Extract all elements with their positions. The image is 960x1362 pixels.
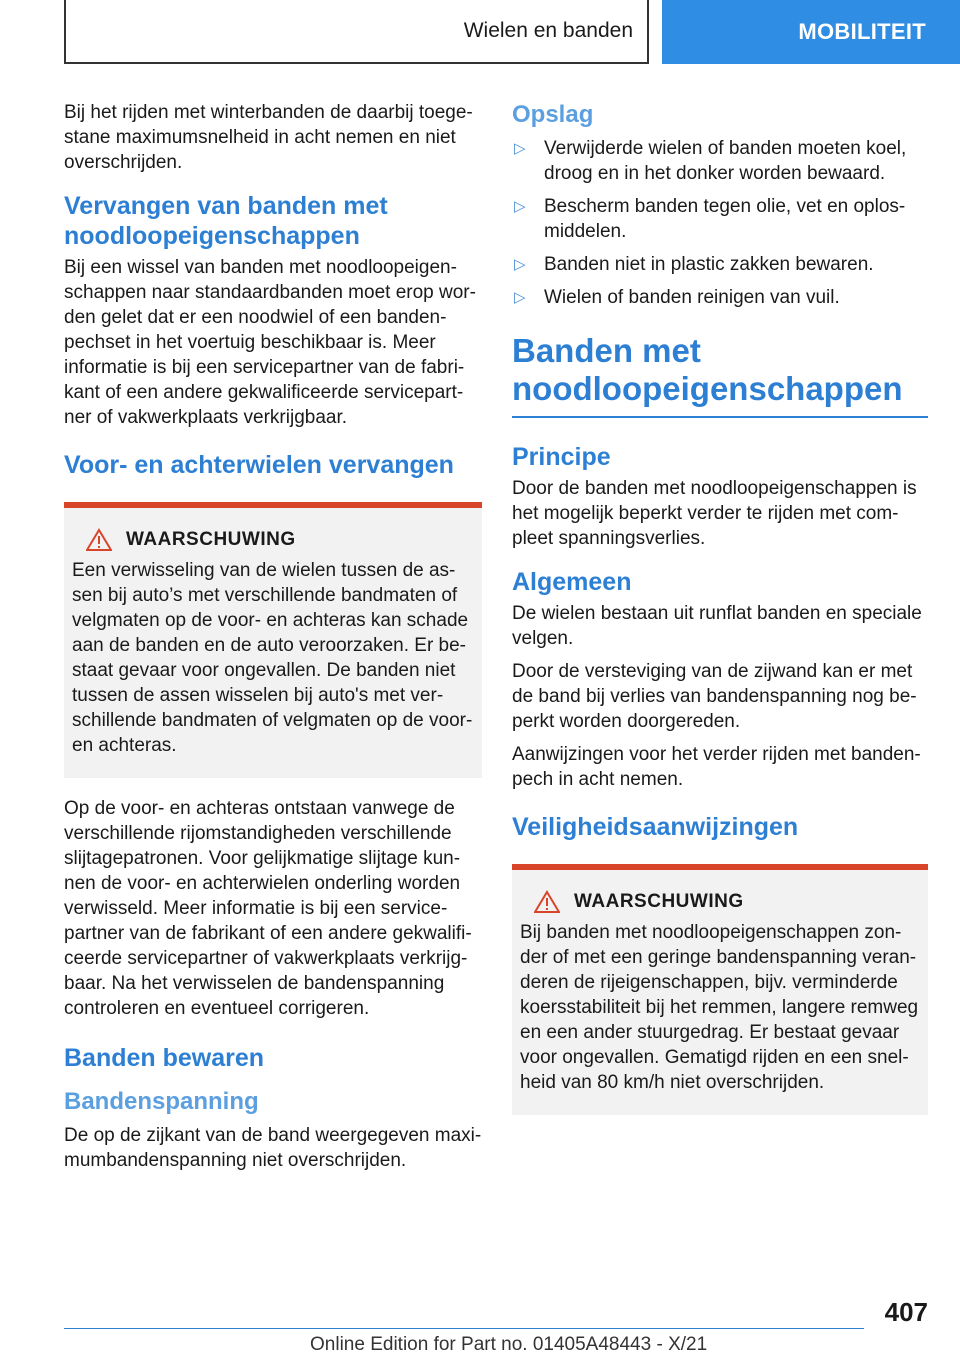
warning-triangle-icon (86, 528, 112, 552)
warning-header (520, 890, 920, 914)
paragraph-general-2: Door de versteviging van de zijwand kan er met de band bij verlies van bandenspanning nog be-perkt worden doorgereden. (512, 661, 917, 732)
heading-runflat-swap: Vervangen van banden met noodloopeigenschappen (64, 192, 388, 250)
heading-store-tires: Banden bewaren (64, 1044, 265, 1072)
triangle-bullet-icon: ▷ (514, 256, 526, 273)
warning-triangle-icon (534, 890, 560, 914)
paragraph-pressure: De op de zijkant van de band weergegeven maxi-mumbandenspanning niet overschrijden. (64, 1125, 482, 1171)
chapter-title: MOBILITEIT (798, 19, 926, 44)
footer-divider (64, 1328, 864, 1329)
edition-note: Online Edition for Part no. 01405A48443 - X/21 (310, 1334, 708, 1355)
paragraph-general-1: De wielen bestaan uit runflat banden en speciale velgen. (512, 603, 922, 649)
paragraph-principle: Door de banden met noodloopeigenschappen is het mogelijk beperkt verder te rijden met com-pleet spanningsverlies. (512, 478, 917, 549)
list-item: ▷ Wielen of banden reinigen van vuil. (514, 287, 840, 308)
list-item: ▷ Banden niet in plastic zakken bewaren. (514, 254, 874, 275)
list-item: ▷ Verwijderde wielen of banden moeten koel, droog en in het donker worden bewaard. (514, 138, 907, 184)
list-item: ▷ Bescherm banden tegen olie, vet en oplos-middelen. (514, 196, 906, 242)
intro-paragraph: Bij het rijden met winterbanden de daarbij toege-stane maximumsnelheid in acht nemen en niet overschrijden. (64, 102, 473, 173)
storage-list (512, 136, 928, 310)
right-column (512, 100, 928, 1133)
section-header (64, 0, 649, 64)
left-column (64, 100, 482, 1181)
warning-header (72, 528, 474, 552)
heading-runflat-tires: Banden met noodloopeigenschappen (512, 332, 928, 418)
heading-principle: Principe (512, 443, 611, 471)
paragraph-general-3: Aanwijzingen voor het verder rijden met banden-pech in acht nemen. (512, 744, 921, 790)
paragraph-rotate: Op de voor- en achteras ontstaan vanwege de verschillende rijomstandigheden verschillende slijtagepatronen. Voor gelijkmatige slijtage kun-nen de voor- en achterwielen onderling worden verwisseld. Meer informatie is bij een service-partner van de fabrikant of een andere gekwalifi-ceerde servicepartner of vakwerkplaats verkrijg-baar. Na het verwisselen de bandenspanning controleren en eventueel corrigeren. (64, 798, 472, 1019)
chapter-tab (662, 0, 960, 64)
triangle-bullet-icon: ▷ (514, 140, 526, 157)
warning-title: WAARSCHUWING (126, 529, 296, 550)
triangle-bullet-icon: ▷ (514, 289, 526, 306)
warning-title: WAARSCHUWING (574, 891, 744, 912)
warning-text: Een verwisseling van de wielen tussen de as-sen bij auto’s met verschillende bandmaten of velgmaten op de voor- en achteras kan schade aan de banden en de auto veroorzaken. Er be-staat gevaar voor ongevallen. De banden niet tussen de assen wisselen bij auto's met ver-schillende bandmaten of velgmaten op de voor- en achteras. (72, 560, 473, 756)
warning-text: Bij banden met noodloopeigenschappen zon-der of met een geringe bandenspanning veran-deren de rijeigenschappen, bijv. verminderde koersstabiliteit bij het remmen, langere remweg en een ander stuurgedrag. Er bestaat gevaar voor ongevallen. Gematigd rijden en een snel-heid van 80 km/h niet overschrijden. (520, 922, 919, 1093)
heading-tire-pressure: Bandenspanning (64, 1088, 259, 1115)
heading-general: Algemeen (512, 568, 632, 596)
triangle-bullet-icon: ▷ (514, 198, 526, 215)
heading-safety: Veiligheidsaanwijzingen (512, 813, 799, 841)
paragraph-runflat-swap: Bij een wissel van banden met noodloopeigen-schappen naar standaardbanden moet erop wor-den gelet dat er een noodwiel of een banden-pechset in het voertuig beschikbaar is. Meer informatie is bij een servicepartner van de fabri-kant of een andere gekwalificeerde servicepart-ner of vakwerkplaats verkrijgbaar. (64, 257, 476, 428)
heading-rotate-wheels: Voor- en achterwielen vervangen (64, 451, 454, 479)
heading-storage: Opslag (512, 101, 594, 128)
warning-box-rotation (64, 502, 482, 778)
warning-box-runflat (512, 864, 928, 1115)
section-title: Wielen en banden (463, 19, 633, 42)
page-number: 407 (884, 1297, 928, 1327)
